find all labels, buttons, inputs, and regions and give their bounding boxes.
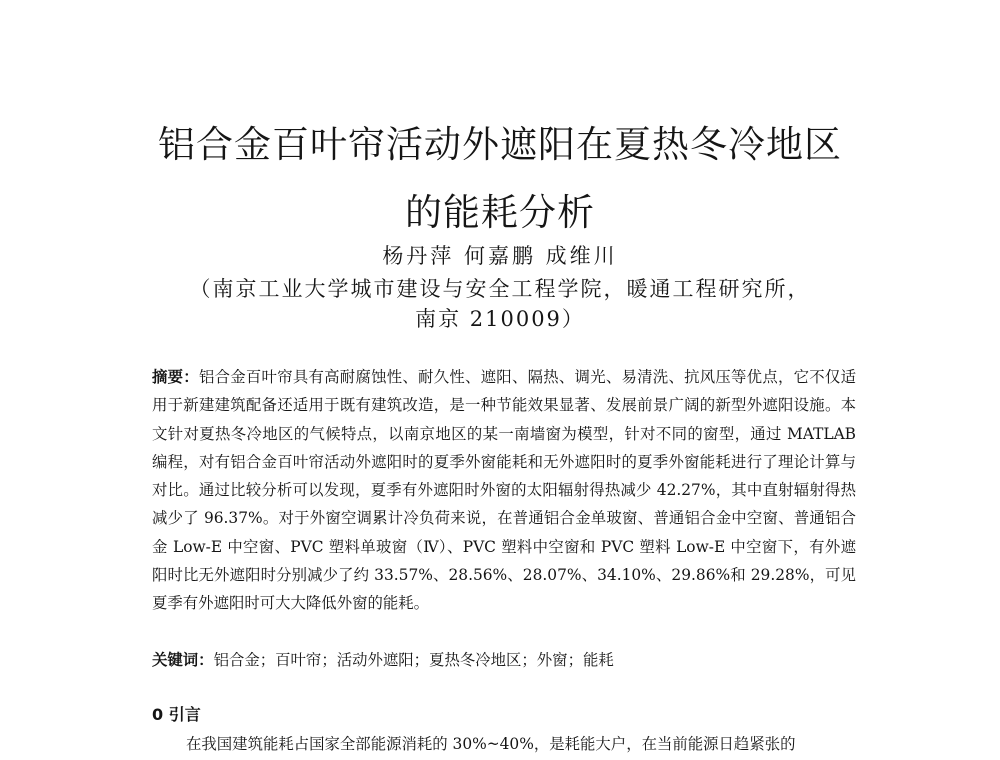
- paper-title-line-2: 的能耗分析: [405, 191, 595, 234]
- keywords-label: 关键词：: [152, 651, 214, 669]
- abstract-text: 铝合金百叶帘具有高耐腐蚀性、耐久性、遮阳、隔热、调光、易清洗、抗风压等优点，它不仅适用于新建建筑配备还适用于既有建筑改造，是一种节能效果显著、发展前景广阔的新型外遮阳设施。本文针对夏热冬冷地区的气候特点，以南京地区的某一南墙窗为模型，针对不同的窗型，通过 MATLAB 编程，对有铝合金百叶帘活动外遮阳时的夏季外窗能耗和无外遮阳时的夏季外窗能耗进行了理论计算与对比。通过比较分析可以发现，夏季有外遮阳时外窗的太阳辐射得热减少 42.27%，其中直射辐射得热减少了 96.37%。对于外窗空调累计冷负荷来说，在普通铝合金单玻窗、普通铝合金中空窗、普通铝合金 Low-E 中空窗、PVC 塑料单玻窗（Ⅳ）、PVC 塑料中空窗和 PVC 塑料 Low-E 中空窗下，有外遮阳时比无外遮阳时分别减少了约 33.57%、28.56%、28.07%、34.10%、29.86%和 29.28%，可见夏季有外遮阳时可大大降低外窗的能耗。: [152, 368, 856, 613]
- paper-title-line-1: 铝合金百叶帘活动外遮阳在夏热冬冷地区: [158, 123, 842, 166]
- intro-paragraph: 在我国建筑能耗占国家全部能源消耗的 30%~40%，是耗能大户，在当前能源日趋紧张的: [186, 735, 796, 753]
- keywords: [152, 648, 856, 672]
- affiliation-line-2: 南京 210009）: [415, 307, 585, 331]
- abstract-label: 摘要：: [152, 368, 199, 386]
- affiliation-line-1: （南京工业大学城市建设与安全工程学院，暖通工程研究所，: [189, 277, 811, 301]
- authors: 杨丹萍 何嘉鹏 成维川: [382, 244, 618, 268]
- section-heading-introduction: 0 引言: [152, 705, 201, 724]
- keywords-text: 铝合金；百叶帘；活动外遮阳；夏热冬冷地区；外窗；能耗: [213, 651, 614, 669]
- abstract: [152, 363, 856, 618]
